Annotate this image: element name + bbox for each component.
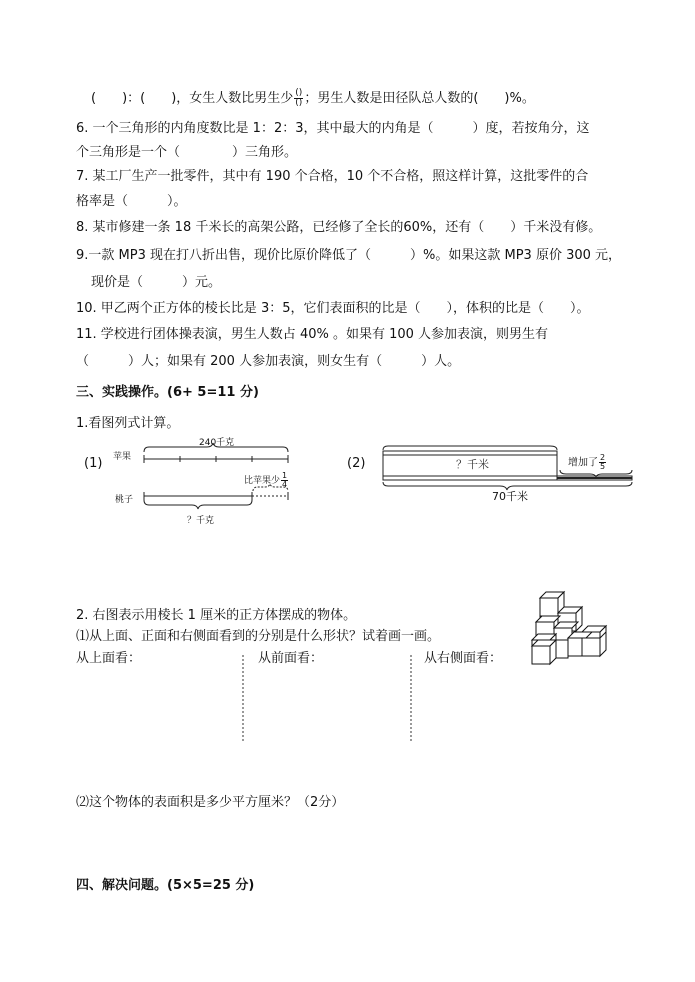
diagram-2-unknown: ？千米 [456,458,489,471]
fraction-blank: $\frac{()}{()}$ [295,88,303,108]
diagram-2-total: 70千米 [492,490,528,503]
section-4-title: 四、解决问题。(5×5=25 分) [76,878,255,893]
less-than-apple-label: 比苹果少 $\frac{1}{4}$ [244,471,288,489]
diagram-1-index: (1) [84,456,103,471]
diagram-2-index: (2) [347,456,366,471]
apple-label: 苹果 [113,452,132,462]
peach-unknown-label: ？千克 [187,516,215,526]
question-9-line2: 现价是（ ）元。 [91,275,222,290]
question-10: 10. 甲乙两个正方体的棱长比是 3：5，它们表面积的比是（ ），体积的比是（ ）。 [76,301,590,316]
question-11-line1: 11. 学校进行团体操表演，男生人数占 40% 。如果有 100 人参加表演，则男生有 [76,327,549,342]
question-9-line1: 9.一款 MP3 现在打八折出售，现价比原价降低了（ ）%。如果这款 MP3 原价 300 元， [76,248,622,263]
question-7-line2: 格率是（ ）。 [76,194,187,209]
section-3-title: 三、实践操作。(6+ 5=11 分) [76,385,259,400]
view-side-label: 从右侧面看： [424,651,503,666]
question-7-line1: 7. 某工厂生产一批零件，其中有 190 个合格，10 个不合格，照这样计算，这批零件的合 [76,169,589,184]
practice-2-title: 2. 右图表示用棱长 1 厘米的正方体摆成的物体。 [76,608,357,623]
increase-label: 增加了 $\frac{2}{5}$ [568,453,606,471]
view-front-label: 从前面看： [258,651,324,666]
peach-label: 桃子 [115,495,134,505]
question-5-tail [91,89,535,108]
practice-2-question-1: ⑴从上面、正面和右侧面看到的分别是什么形状？试着画一画。 [76,629,441,644]
question-6-line1: 6. 一个三角形的内角度数比是 1：2：3，其中最大的内角是（ ）度，若按角分，这 [76,121,590,136]
segment-diagram-1 [0,0,300,90]
q5-part2: ；男生人数是田径队总人数的( )%。 [304,91,535,106]
question-11-line2: （ ）人；如果有 200 人参加表演，则女生有（ ）人。 [76,354,461,369]
practice-2-question-2: ⑵这个物体的表面积是多少平方厘米？（2分） [76,795,345,810]
question-8: 8. 某市修建一条 18 千米长的高架公路，已经修了全长的60%，还有（ ）千米没有修。 [76,220,602,235]
view-top-label: 从上面看： [76,651,142,666]
q5-part1: ( )：( )，女生人数比男生少 [91,91,294,106]
question-6-line2: 个三角形是一个（ ）三角形。 [76,145,298,160]
practice-1-title: 1.看图列式计算。 [76,416,180,431]
apple-total-label: 240千克 [199,438,235,448]
